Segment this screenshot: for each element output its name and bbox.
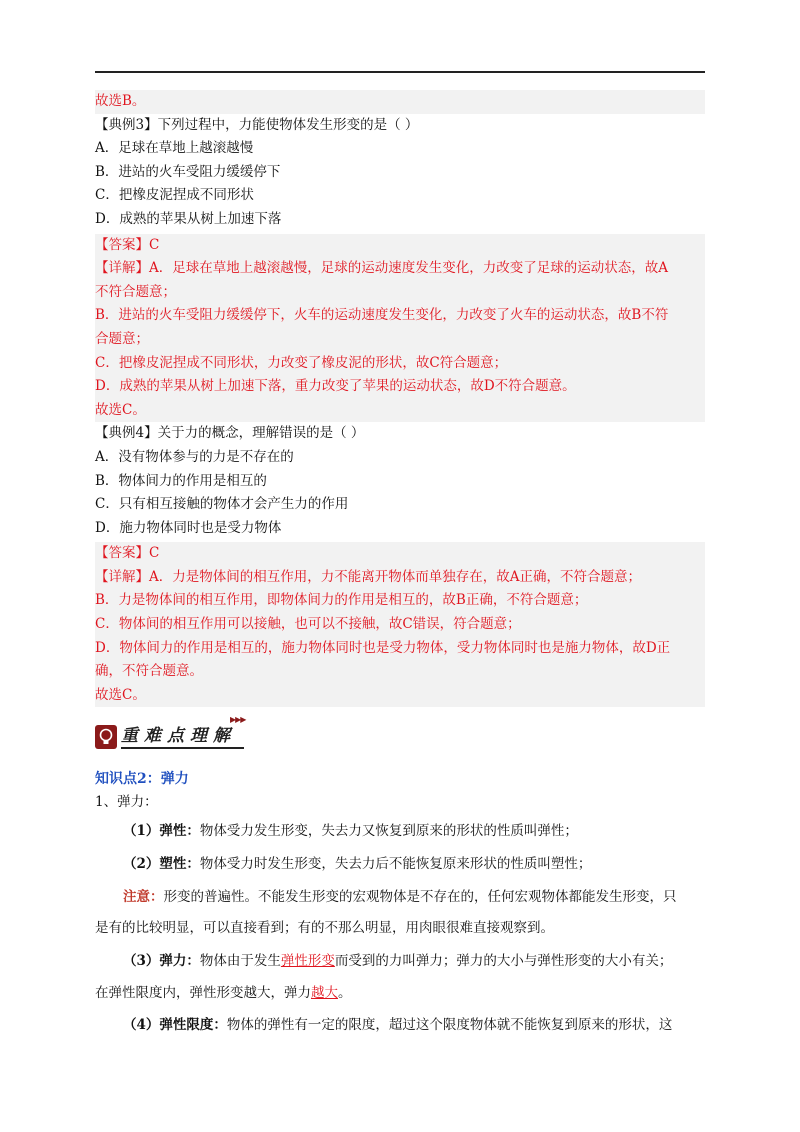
arrows-decoration: ▶▶▶ bbox=[230, 715, 246, 725]
kp-note-text: 形变的普遍性。不能发生形变的宏观物体是不存在的，任何宏观物体都能发生形变，只 bbox=[163, 889, 677, 906]
q4-solution bbox=[95, 542, 705, 707]
q3-explain-line: 不符合题意； bbox=[95, 283, 176, 300]
kp-item-2-text: 物体受力时发生形变，失去力后不能恢复原来形状的性质叫塑性； bbox=[199, 856, 592, 873]
q3-explain-line: B．进站的火车受阻力缓缓停下，火车的运动速度发生变化，力改变了火车的运动状态，故B不符 bbox=[95, 307, 669, 324]
q4-option-b: B．物体间力的作用是相互的 bbox=[95, 472, 267, 489]
kp-note bbox=[95, 879, 705, 915]
q3-explain-line: 合题意； bbox=[95, 330, 149, 347]
q4-conclusion: 故选C。 bbox=[95, 686, 146, 703]
kp-item-3-pre: 物体由于发生 bbox=[199, 953, 281, 970]
q3-option-a: A．足球在草地上越滚越慢 bbox=[95, 140, 254, 157]
kp-item-1 bbox=[95, 813, 705, 849]
kp-item-4-text: 物体的弹性有一定的限度，超过这个限度物体就不能恢复到原来的形状，这 bbox=[226, 1017, 673, 1034]
q4-explain-line: B．力是物体间的相互作用，即物体间力的作用是相互的，故B正确，不符合题意； bbox=[95, 592, 588, 609]
q4-explain-line: C．物体间的相互作用可以接触，也可以不接触，故C错误，符合题意； bbox=[95, 616, 521, 633]
kp-item-2 bbox=[95, 849, 705, 879]
kp-item-3-line2-pre: 在弹性限度内，弹性形变越大，弹力 bbox=[95, 985, 311, 1002]
knowledge-point-title: 知识点2：弹力 bbox=[95, 771, 189, 788]
q3-explain-line: 【详解】A．足球在草地上越滚越慢，足球的运动速度发生变化，力改变了足球的运动状态，故A bbox=[95, 260, 668, 277]
kp-note-cont: 是有的比较明显，可以直接看到；有的不那么明显，用肉眼很难直接观察到。 bbox=[95, 920, 554, 937]
kp-item-3 bbox=[95, 941, 705, 981]
kp-item-2-label: （2）塑性： bbox=[123, 856, 200, 873]
q3-answer: 【答案】C bbox=[95, 236, 160, 253]
q4-explain-line: 【详解】A．力是物体间的相互作用，力不能离开物体而单独存在，故A正确，不符合题意； bbox=[95, 568, 641, 585]
kp-item-1-label: （1）弹性： bbox=[123, 823, 200, 840]
q4-option-c: C．只有相互接触的物体才会产生力的作用 bbox=[95, 496, 349, 513]
q3-solution bbox=[95, 234, 705, 423]
section-title: 重难点理解 bbox=[121, 725, 244, 749]
q4-explain-line: D．物体间力的作用是相互的，施力物体同时也是受力物体，受力物体同时也是施力物体，故D正 bbox=[95, 639, 671, 656]
q3-option-c: C．把橡皮泥捏成不同形状 bbox=[95, 187, 254, 204]
conclusion-b: 故选B。 bbox=[95, 90, 705, 114]
q4-explain-line: 确，不符合题意。 bbox=[95, 663, 203, 680]
q3-stem: 【典例3】下列过程中，力能使物体发生形变的是（ ） bbox=[95, 116, 419, 133]
q3-conclusion: 故选C。 bbox=[95, 401, 146, 418]
page-content bbox=[95, 90, 705, 1045]
q4-answer: 【答案】C bbox=[95, 545, 160, 562]
q3-option-d: D．成熟的苹果从树上加速下落 bbox=[95, 210, 282, 227]
kp-note-label: 注意： bbox=[123, 889, 164, 906]
kp-item-3-post: 而受到的力叫弹力；弹力的大小与弹性形变的大小有关； bbox=[334, 953, 673, 970]
kp-item-3-label: （3）弹力： bbox=[123, 953, 200, 970]
q4-option-a: A．没有物体参与的力是不存在的 bbox=[95, 448, 294, 465]
q3-option-b: B．进站的火车受阻力缓缓停下 bbox=[95, 163, 281, 180]
q4-stem: 【典例4】关于力的概念，理解错误的是（ ） bbox=[95, 425, 365, 442]
kp-item-1-text: 物体受力发生形变，失去力又恢复到原来的形状的性质叫弹性； bbox=[199, 823, 578, 840]
header-rule bbox=[95, 71, 705, 73]
q4-option-d: D．施力物体同时也是受力物体 bbox=[95, 519, 282, 536]
kp-item-4-label: （4）弹性限度： bbox=[123, 1017, 227, 1034]
q3-explain-line: D．成熟的苹果从树上加速下落，重力改变了苹果的运动状态，故D不符合题意。 bbox=[95, 378, 576, 395]
kp-item-3-cont bbox=[95, 981, 705, 1005]
kp-item-3-highlight: 弹性形变 bbox=[280, 953, 335, 970]
kp-item-3-line2-post: 。 bbox=[338, 985, 352, 1002]
kp-item-3-line2-highlight: 越大 bbox=[311, 985, 338, 1002]
kp-item-4 bbox=[95, 1005, 705, 1045]
kp-subheading: 1、弹力： bbox=[95, 794, 158, 811]
q3-explain-line: C．把橡皮泥捏成不同形状，力改变了橡皮泥的形状，故C符合题意； bbox=[95, 354, 508, 371]
lightbulb-icon bbox=[95, 725, 117, 749]
section-header bbox=[95, 715, 705, 763]
